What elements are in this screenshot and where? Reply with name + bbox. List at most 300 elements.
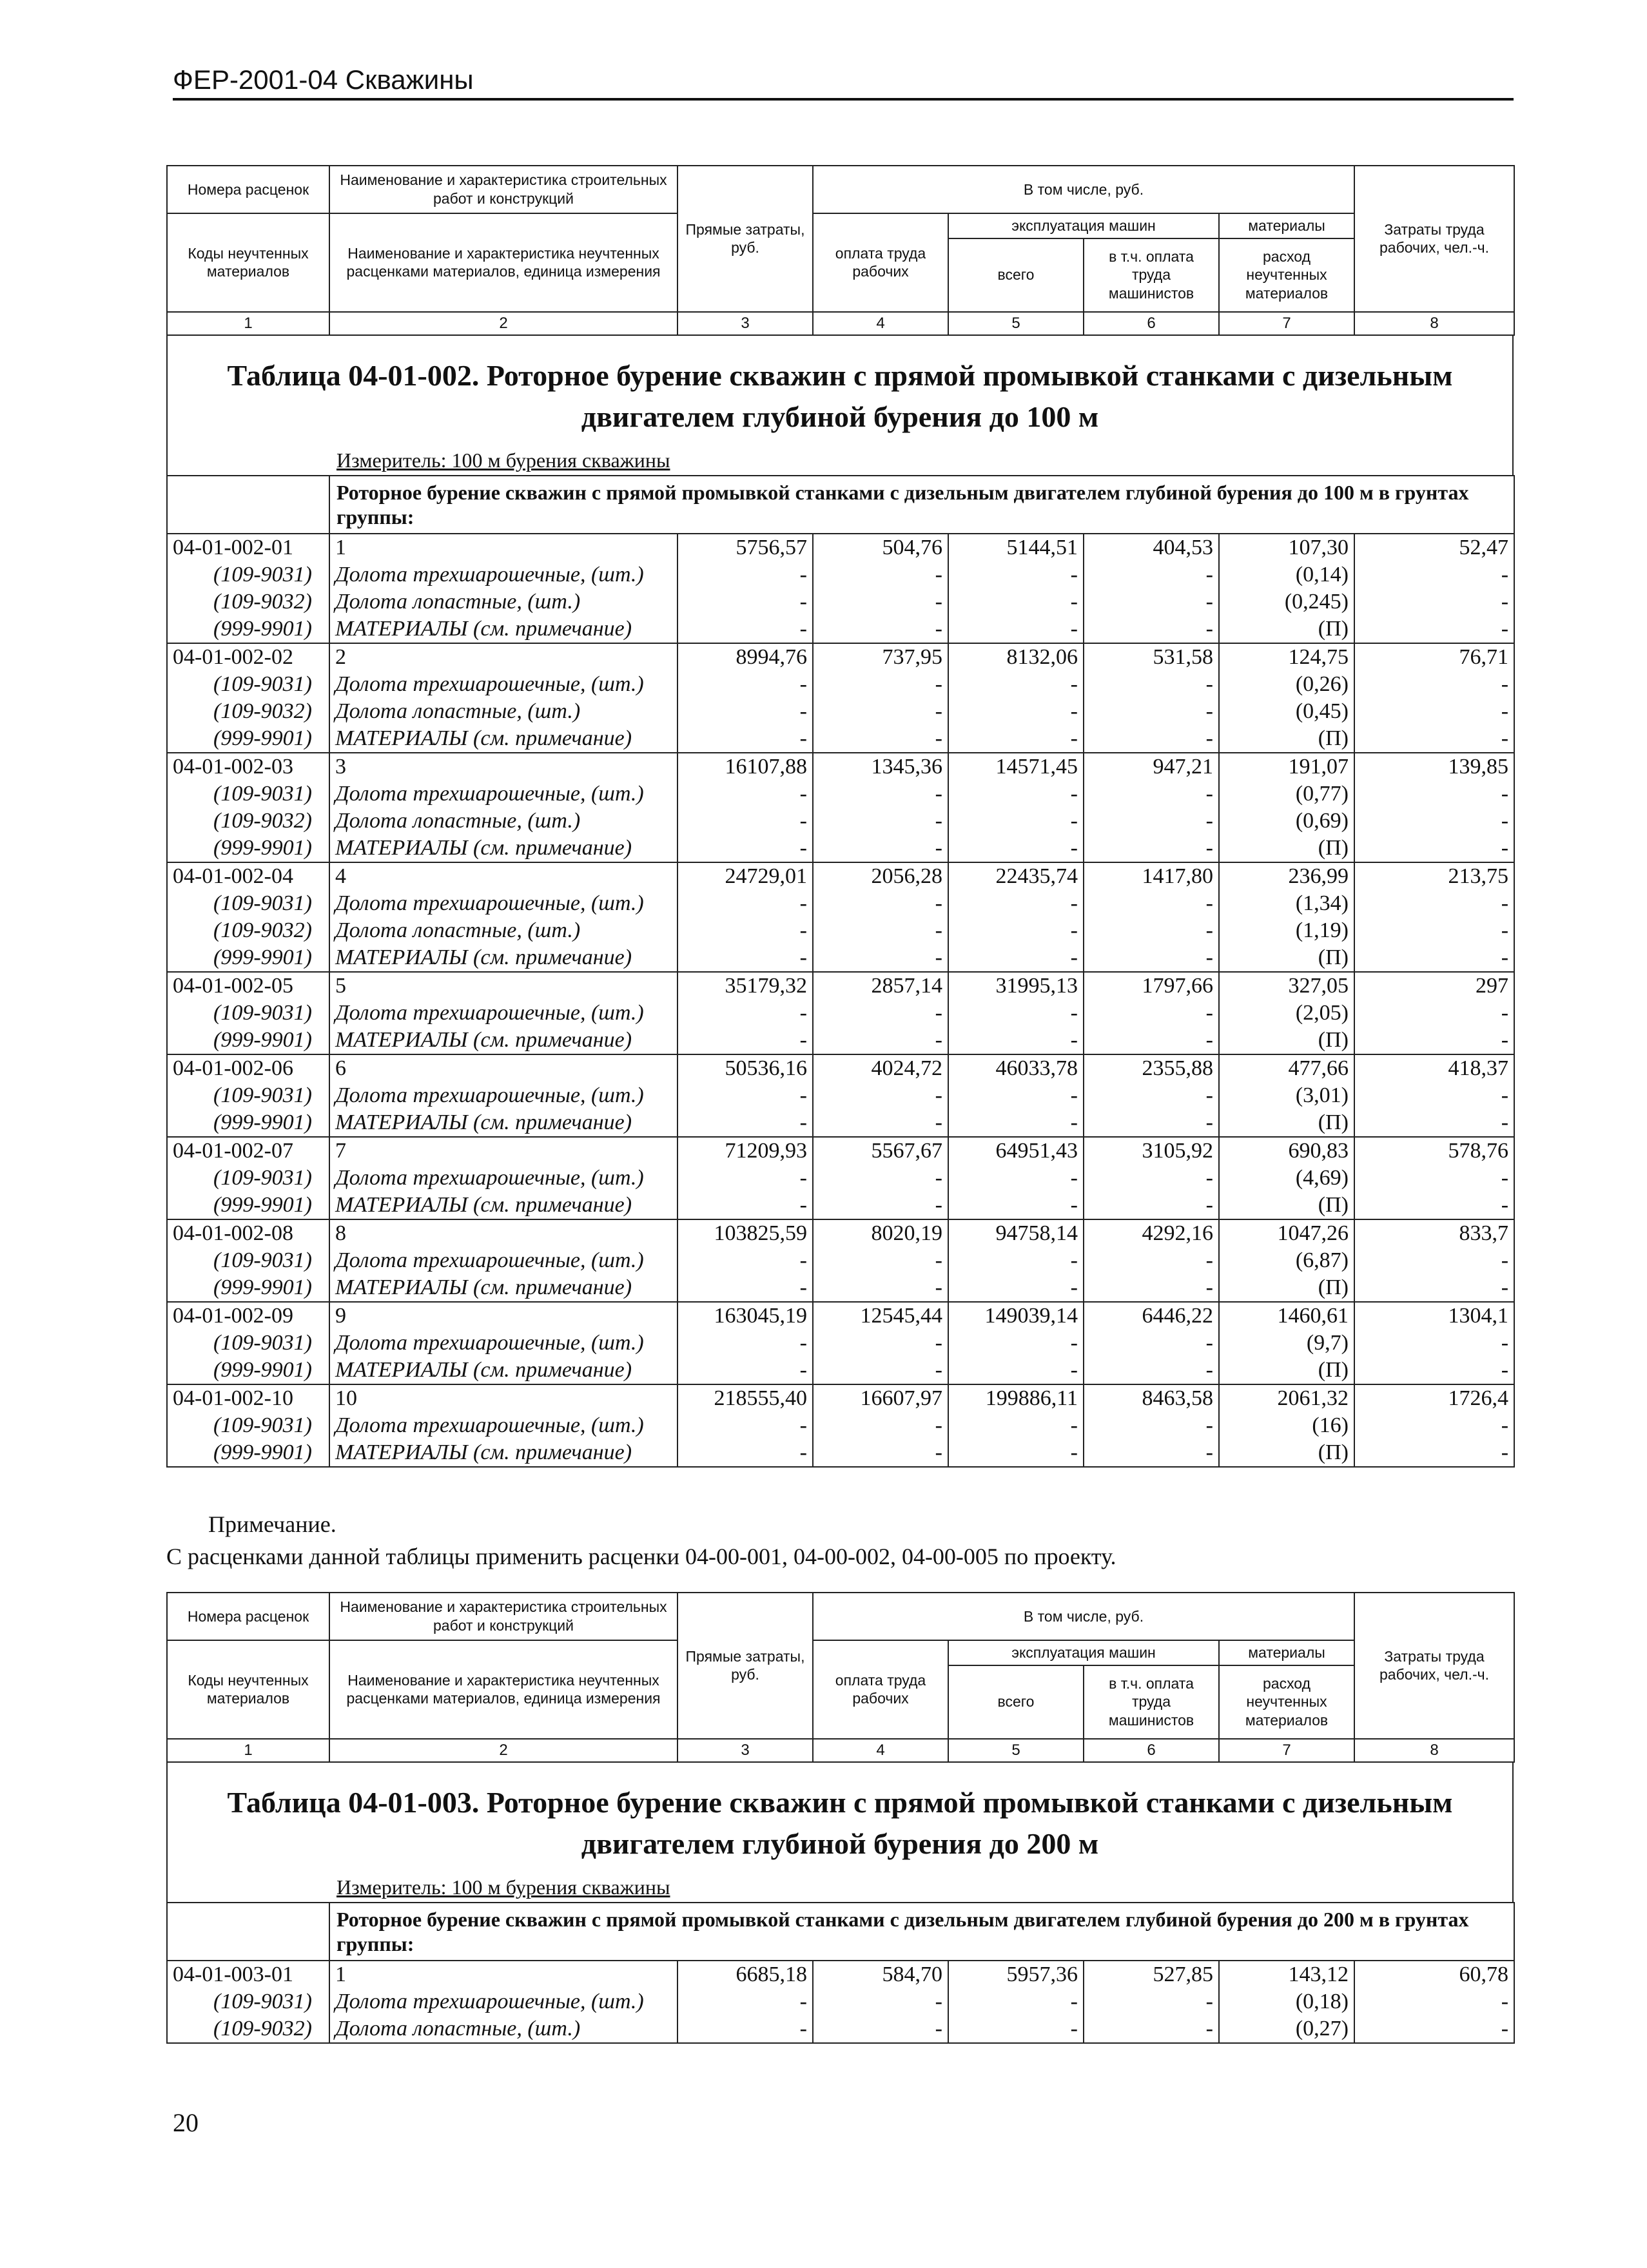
machines-total: -: [948, 2015, 1084, 2043]
machinists-pay: -: [1084, 1165, 1219, 1192]
material-row: [167, 1109, 1514, 1137]
rate-code: (109-9031): [167, 1082, 329, 1109]
rate-code: 04-01-002-09: [167, 1302, 329, 1330]
machines-total: -: [948, 1027, 1084, 1054]
column-number: 1: [167, 312, 329, 335]
labor-costs: -: [1354, 1165, 1514, 1192]
rate-table-block-2: [166, 1592, 1514, 2044]
machinists-pay: 4292,16: [1084, 1219, 1219, 1247]
group-heading: Роторное бурение скважин с прямой промывкой станками с дизельным двигателем глубиной бурения до 200 м в грунтах группы:: [329, 1903, 1514, 1961]
machinists-pay: -: [1084, 944, 1219, 972]
material-row: [167, 835, 1514, 862]
direct-costs: -: [677, 944, 813, 972]
labor-costs: -: [1354, 917, 1514, 944]
material-row: [167, 944, 1514, 972]
rate-description: Долота лопастные, (шт.): [329, 588, 677, 615]
rate-description: МАТЕРИАЛЫ (см. примечание): [329, 1274, 677, 1302]
labor-costs: -: [1354, 561, 1514, 588]
machines-total: -: [948, 698, 1084, 725]
direct-costs: -: [677, 588, 813, 615]
material-row: [167, 917, 1514, 944]
labor-costs: -: [1354, 1109, 1514, 1137]
workers-pay: -: [813, 1165, 948, 1192]
machines-total: 46033,78: [948, 1054, 1084, 1082]
machinists-pay: -: [1084, 725, 1219, 753]
material-row: [167, 1165, 1514, 1192]
materials: 124,75: [1219, 643, 1354, 671]
machines-total: -: [948, 890, 1084, 917]
rate-description: Долота трехшарошечные, (шт.): [329, 890, 677, 917]
materials: 143,12: [1219, 1961, 1354, 1988]
header-names: Наименование и характеристика строительных работ и конструкций: [329, 166, 677, 213]
rate-code: (999-9901): [167, 1274, 329, 1302]
rate-description: МАТЕРИАЛЫ (см. примечание): [329, 835, 677, 862]
material-row: [167, 1082, 1514, 1109]
direct-costs: -: [677, 1165, 813, 1192]
machines-total: 199886,11: [948, 1384, 1084, 1412]
machines-total: 64951,43: [948, 1137, 1084, 1165]
rate-code: (109-9031): [167, 1988, 329, 2015]
workers-pay: -: [813, 615, 948, 643]
rate-description: МАТЕРИАЛЫ (см. примечание): [329, 1439, 677, 1467]
materials: (0,26): [1219, 671, 1354, 698]
machines-total: -: [948, 725, 1084, 753]
workers-pay: 737,95: [813, 643, 948, 671]
direct-costs: 71209,93: [677, 1137, 813, 1165]
labor-costs: 52,47: [1354, 534, 1514, 561]
header-machines: эксплуатация машин: [948, 1640, 1219, 1665]
column-number-row: [167, 312, 1514, 335]
rates-table: [166, 475, 1515, 1468]
header-machines-total: всего: [948, 1665, 1084, 1739]
machines-total: -: [948, 671, 1084, 698]
materials: (0,14): [1219, 561, 1354, 588]
labor-costs: 1304,1: [1354, 1302, 1514, 1330]
direct-costs: -: [677, 1330, 813, 1357]
rate-description: МАТЕРИАЛЫ (см. примечание): [329, 725, 677, 753]
machines-total: 31995,13: [948, 972, 1084, 1000]
materials: (0,27): [1219, 2015, 1354, 2043]
direct-costs: -: [677, 1412, 813, 1439]
labor-costs: -: [1354, 1082, 1514, 1109]
labor-costs: 213,75: [1354, 862, 1514, 890]
materials: (П): [1219, 1027, 1354, 1054]
header-including: В том числе, руб.: [813, 166, 1354, 213]
direct-costs: 8994,76: [677, 643, 813, 671]
workers-pay: 12545,44: [813, 1302, 948, 1330]
rate-row: [167, 1961, 1514, 1988]
rate-row: [167, 1384, 1514, 1412]
materials: (П): [1219, 1439, 1354, 1467]
workers-pay: -: [813, 671, 948, 698]
header-direct-costs: Прямые затраты, руб.: [677, 166, 813, 312]
note-title: Примечание.: [208, 1511, 336, 1537]
direct-costs: -: [677, 1082, 813, 1109]
workers-pay: -: [813, 1357, 948, 1384]
machinists-pay: -: [1084, 1274, 1219, 1302]
workers-pay: -: [813, 1000, 948, 1027]
direct-costs: -: [677, 725, 813, 753]
materials: (0,45): [1219, 698, 1354, 725]
direct-costs: -: [677, 1000, 813, 1027]
machinists-pay: -: [1084, 2015, 1219, 2043]
machines-total: -: [948, 588, 1084, 615]
labor-costs: -: [1354, 1412, 1514, 1439]
direct-costs: -: [677, 2015, 813, 2043]
rate-code: (109-9032): [167, 698, 329, 725]
machines-total: -: [948, 835, 1084, 862]
machinists-pay: 1417,80: [1084, 862, 1219, 890]
materials: 236,99: [1219, 862, 1354, 890]
direct-costs: -: [677, 671, 813, 698]
rate-code: 04-01-002-07: [167, 1137, 329, 1165]
column-number: 6: [1084, 312, 1219, 335]
rate-code: 04-01-002-04: [167, 862, 329, 890]
workers-pay: 2857,14: [813, 972, 948, 1000]
workers-pay: -: [813, 725, 948, 753]
direct-costs: 5756,57: [677, 534, 813, 561]
material-row: [167, 561, 1514, 588]
workers-pay: -: [813, 588, 948, 615]
workers-pay: -: [813, 561, 948, 588]
material-row: [167, 588, 1514, 615]
rate-code: (109-9031): [167, 671, 329, 698]
header-direct-costs: Прямые затраты, руб.: [677, 1593, 813, 1739]
direct-costs: 50536,16: [677, 1054, 813, 1082]
column-header-table: [166, 1592, 1515, 1763]
meter-text: Измеритель: 100 м бурения скважины: [336, 1875, 670, 1899]
materials: 690,83: [1219, 1137, 1354, 1165]
direct-costs: -: [677, 917, 813, 944]
materials: (П): [1219, 1109, 1354, 1137]
direct-costs: 16107,88: [677, 753, 813, 780]
materials: (0,18): [1219, 1988, 1354, 2015]
column-number: 4: [813, 1739, 948, 1762]
header-row: [167, 1593, 1514, 1640]
machines-total: -: [948, 1412, 1084, 1439]
workers-pay: -: [813, 1988, 948, 2015]
rate-description: Долота трехшарошечные, (шт.): [329, 1247, 677, 1274]
rate-description: 1: [329, 1961, 677, 1988]
labor-costs: -: [1354, 1192, 1514, 1219]
direct-costs: 6685,18: [677, 1961, 813, 1988]
workers-pay: 1345,36: [813, 753, 948, 780]
rate-code: (109-9032): [167, 917, 329, 944]
direct-costs: -: [677, 561, 813, 588]
labor-costs: -: [1354, 1027, 1514, 1054]
header-codes: Номера расценок: [167, 166, 329, 213]
rate-description: Долота лопастные, (шт.): [329, 808, 677, 835]
machinists-pay: -: [1084, 890, 1219, 917]
machines-total: 5144,51: [948, 534, 1084, 561]
rate-code: (109-9032): [167, 2015, 329, 2043]
header-row: [167, 1640, 1514, 1665]
material-row: [167, 698, 1514, 725]
material-row: [167, 780, 1514, 808]
header-labor: Затраты труда рабочих, чел.-ч.: [1354, 166, 1514, 312]
workers-pay: -: [813, 1412, 948, 1439]
machinists-pay: 527,85: [1084, 1961, 1219, 1988]
machines-total: -: [948, 1357, 1084, 1384]
workers-pay: -: [813, 917, 948, 944]
materials: (4,69): [1219, 1165, 1354, 1192]
column-number: 7: [1219, 312, 1354, 335]
machinists-pay: -: [1084, 1082, 1219, 1109]
labor-costs: -: [1354, 944, 1514, 972]
workers-pay: -: [813, 780, 948, 808]
rate-description: Долота трехшарошечные, (шт.): [329, 1165, 677, 1192]
direct-costs: 218555,40: [677, 1384, 813, 1412]
labor-costs: -: [1354, 615, 1514, 643]
machinists-pay: -: [1084, 808, 1219, 835]
labor-costs: -: [1354, 2015, 1514, 2043]
rate-description: МАТЕРИАЛЫ (см. примечание): [329, 1192, 677, 1219]
machinists-pay: -: [1084, 1192, 1219, 1219]
rate-description: 6: [329, 1054, 677, 1082]
header-machines: эксплуатация машин: [948, 213, 1219, 238]
rate-code: (999-9901): [167, 835, 329, 862]
labor-costs: -: [1354, 588, 1514, 615]
materials: (П): [1219, 1274, 1354, 1302]
header-workers-pay: оплата труда рабочих: [813, 213, 948, 312]
column-number: 2: [329, 1739, 677, 1762]
rate-description: Долота трехшарошечные, (шт.): [329, 1000, 677, 1027]
header-including: В том числе, руб.: [813, 1593, 1354, 1640]
rate-code: (999-9901): [167, 1027, 329, 1054]
rate-code: (109-9031): [167, 1330, 329, 1357]
labor-costs: 76,71: [1354, 643, 1514, 671]
rate-code: 04-01-003-01: [167, 1961, 329, 1988]
materials: (0,245): [1219, 588, 1354, 615]
material-row: [167, 725, 1514, 753]
labor-costs: 139,85: [1354, 753, 1514, 780]
rate-description: Долота трехшарошечные, (шт.): [329, 1082, 677, 1109]
machinists-pay: -: [1084, 1988, 1219, 2015]
group-row: [167, 1903, 1514, 1961]
materials: (1,34): [1219, 890, 1354, 917]
machines-total: 5957,36: [948, 1961, 1084, 1988]
direct-costs: -: [677, 615, 813, 643]
machines-total: -: [948, 917, 1084, 944]
materials: (0,77): [1219, 780, 1354, 808]
rate-description: 8: [329, 1219, 677, 1247]
machinists-pay: -: [1084, 1027, 1219, 1054]
direct-costs: -: [677, 835, 813, 862]
group-row: [167, 476, 1514, 534]
column-number: 3: [677, 312, 813, 335]
machinists-pay: 1797,66: [1084, 972, 1219, 1000]
header-materials-consumption: расход неучтенных материалов: [1219, 1665, 1354, 1739]
labor-costs: -: [1354, 780, 1514, 808]
labor-costs: -: [1354, 1330, 1514, 1357]
direct-costs: -: [677, 890, 813, 917]
labor-costs: 833,7: [1354, 1219, 1514, 1247]
machinists-pay: 947,21: [1084, 753, 1219, 780]
rate-description: МАТЕРИАЛЫ (см. примечание): [329, 1027, 677, 1054]
table-title-line: двигателем глубиной бурения до 200 м: [581, 1827, 1099, 1861]
table-meter: [166, 1872, 1514, 1902]
labor-costs: 1726,4: [1354, 1384, 1514, 1412]
workers-pay: 504,76: [813, 534, 948, 561]
table-meter: [166, 445, 1514, 475]
direct-costs: 103825,59: [677, 1219, 813, 1247]
machines-total: -: [948, 1274, 1084, 1302]
workers-pay: -: [813, 1439, 948, 1467]
header-machinists-pay: в т.ч. оплата труда машинистов: [1084, 1665, 1219, 1739]
meter-text: Измеритель: 100 м бурения скважины: [336, 448, 670, 472]
machines-total: -: [948, 1000, 1084, 1027]
machinists-pay: -: [1084, 1247, 1219, 1274]
machines-total: -: [948, 561, 1084, 588]
machines-total: -: [948, 808, 1084, 835]
rate-code: (109-9031): [167, 1412, 329, 1439]
labor-costs: -: [1354, 808, 1514, 835]
column-number: 4: [813, 312, 948, 335]
materials: (6,87): [1219, 1247, 1354, 1274]
materials: 2061,32: [1219, 1384, 1354, 1412]
table-title-line: двигателем глубиной бурения до 100 м: [581, 400, 1099, 434]
direct-costs: -: [677, 1247, 813, 1274]
labor-costs: -: [1354, 698, 1514, 725]
materials: 477,66: [1219, 1054, 1354, 1082]
machinists-pay: -: [1084, 671, 1219, 698]
header-material-codes: Коды неучтенных материалов: [167, 1640, 329, 1739]
machinists-pay: 8463,58: [1084, 1384, 1219, 1412]
rate-description: Долота трехшарошечные, (шт.): [329, 561, 677, 588]
direct-costs: -: [677, 780, 813, 808]
rate-code: (109-9031): [167, 561, 329, 588]
rate-description: 9: [329, 1302, 677, 1330]
labor-costs: 60,78: [1354, 1961, 1514, 1988]
labor-costs: -: [1354, 671, 1514, 698]
workers-pay: 2056,28: [813, 862, 948, 890]
material-row: [167, 1192, 1514, 1219]
column-number: 3: [677, 1739, 813, 1762]
column-number: 1: [167, 1739, 329, 1762]
labor-costs: -: [1354, 1247, 1514, 1274]
machinists-pay: 2355,88: [1084, 1054, 1219, 1082]
machines-total: -: [948, 944, 1084, 972]
column-header-table: [166, 165, 1515, 336]
rate-row: [167, 1219, 1514, 1247]
direct-costs: -: [677, 1988, 813, 2015]
workers-pay: -: [813, 1330, 948, 1357]
machinists-pay: -: [1084, 1000, 1219, 1027]
column-number-row: [167, 1739, 1514, 1762]
rate-code: 04-01-002-10: [167, 1384, 329, 1412]
rate-code: (109-9032): [167, 588, 329, 615]
rate-description: Долота лопастные, (шт.): [329, 698, 677, 725]
materials: (0,69): [1219, 808, 1354, 835]
rate-description: Долота трехшарошечные, (шт.): [329, 1412, 677, 1439]
materials: (2,05): [1219, 1000, 1354, 1027]
workers-pay: -: [813, 1274, 948, 1302]
rate-code: (109-9032): [167, 808, 329, 835]
labor-costs: -: [1354, 835, 1514, 862]
direct-costs: -: [677, 808, 813, 835]
labor-costs: -: [1354, 1000, 1514, 1027]
workers-pay: -: [813, 698, 948, 725]
rate-code: 04-01-002-05: [167, 972, 329, 1000]
header-materials: материалы: [1219, 213, 1354, 238]
header-row: [167, 166, 1514, 213]
materials: (3,01): [1219, 1082, 1354, 1109]
header-machines-total: всего: [948, 238, 1084, 312]
direct-costs: -: [677, 1192, 813, 1219]
machinists-pay: 404,53: [1084, 534, 1219, 561]
labor-costs: 418,37: [1354, 1054, 1514, 1082]
materials: 191,07: [1219, 753, 1354, 780]
rate-code: (109-9031): [167, 780, 329, 808]
header-labor: Затраты труда рабочих, чел.-ч.: [1354, 1593, 1514, 1739]
workers-pay: 4024,72: [813, 1054, 948, 1082]
note: [166, 1508, 1520, 1573]
rate-description: 3: [329, 753, 677, 780]
machinists-pay: -: [1084, 588, 1219, 615]
page-header: ФЕР-2001-04 Скважины: [173, 64, 1514, 101]
rate-row: [167, 1302, 1514, 1330]
workers-pay: -: [813, 835, 948, 862]
workers-pay: 16607,97: [813, 1384, 948, 1412]
workers-pay: -: [813, 2015, 948, 2043]
table-title: [166, 1763, 1514, 1872]
materials: (П): [1219, 835, 1354, 862]
rate-code: (109-9031): [167, 890, 329, 917]
rate-description: Долота трехшарошечные, (шт.): [329, 671, 677, 698]
material-row: [167, 1412, 1514, 1439]
material-row: [167, 1330, 1514, 1357]
direct-costs: -: [677, 1274, 813, 1302]
machinists-pay: -: [1084, 1330, 1219, 1357]
header-machinists-pay: в т.ч. оплата труда машинистов: [1084, 238, 1219, 312]
material-row: [167, 808, 1514, 835]
machines-total: 94758,14: [948, 1219, 1084, 1247]
table-title-line: Таблица 04-01-003. Роторное бурение скважин с прямой промывкой станками с дизельным: [227, 1785, 1453, 1819]
workers-pay: -: [813, 1192, 948, 1219]
machinists-pay: -: [1084, 917, 1219, 944]
rate-code: 04-01-002-03: [167, 753, 329, 780]
header-row: [167, 213, 1514, 238]
rate-description: Долота трехшарошечные, (шт.): [329, 780, 677, 808]
material-row: [167, 671, 1514, 698]
labor-costs: -: [1354, 1439, 1514, 1467]
rate-code: (999-9901): [167, 1357, 329, 1384]
column-number: 5: [948, 1739, 1084, 1762]
machines-total: 14571,45: [948, 753, 1084, 780]
rate-description: МАТЕРИАЛЫ (см. примечание): [329, 615, 677, 643]
machines-total: -: [948, 1165, 1084, 1192]
group-code-cell: [167, 1903, 329, 1961]
rate-code: (999-9901): [167, 1439, 329, 1467]
machinists-pay: -: [1084, 1357, 1219, 1384]
machines-total: -: [948, 1082, 1084, 1109]
materials: (1,19): [1219, 917, 1354, 944]
rate-code: (999-9901): [167, 944, 329, 972]
labor-costs: 578,76: [1354, 1137, 1514, 1165]
rate-row: [167, 643, 1514, 671]
rate-table-block-1: [166, 165, 1514, 1468]
machinists-pay: 531,58: [1084, 643, 1219, 671]
table-title: [166, 336, 1514, 445]
rate-description: 2: [329, 643, 677, 671]
rate-code: (109-9031): [167, 1247, 329, 1274]
workers-pay: 8020,19: [813, 1219, 948, 1247]
header-material-codes: Коды неучтенных материалов: [167, 213, 329, 312]
column-number: 7: [1219, 1739, 1354, 1762]
rate-code: 04-01-002-02: [167, 643, 329, 671]
labor-costs: 297: [1354, 972, 1514, 1000]
rate-code: 04-01-002-06: [167, 1054, 329, 1082]
